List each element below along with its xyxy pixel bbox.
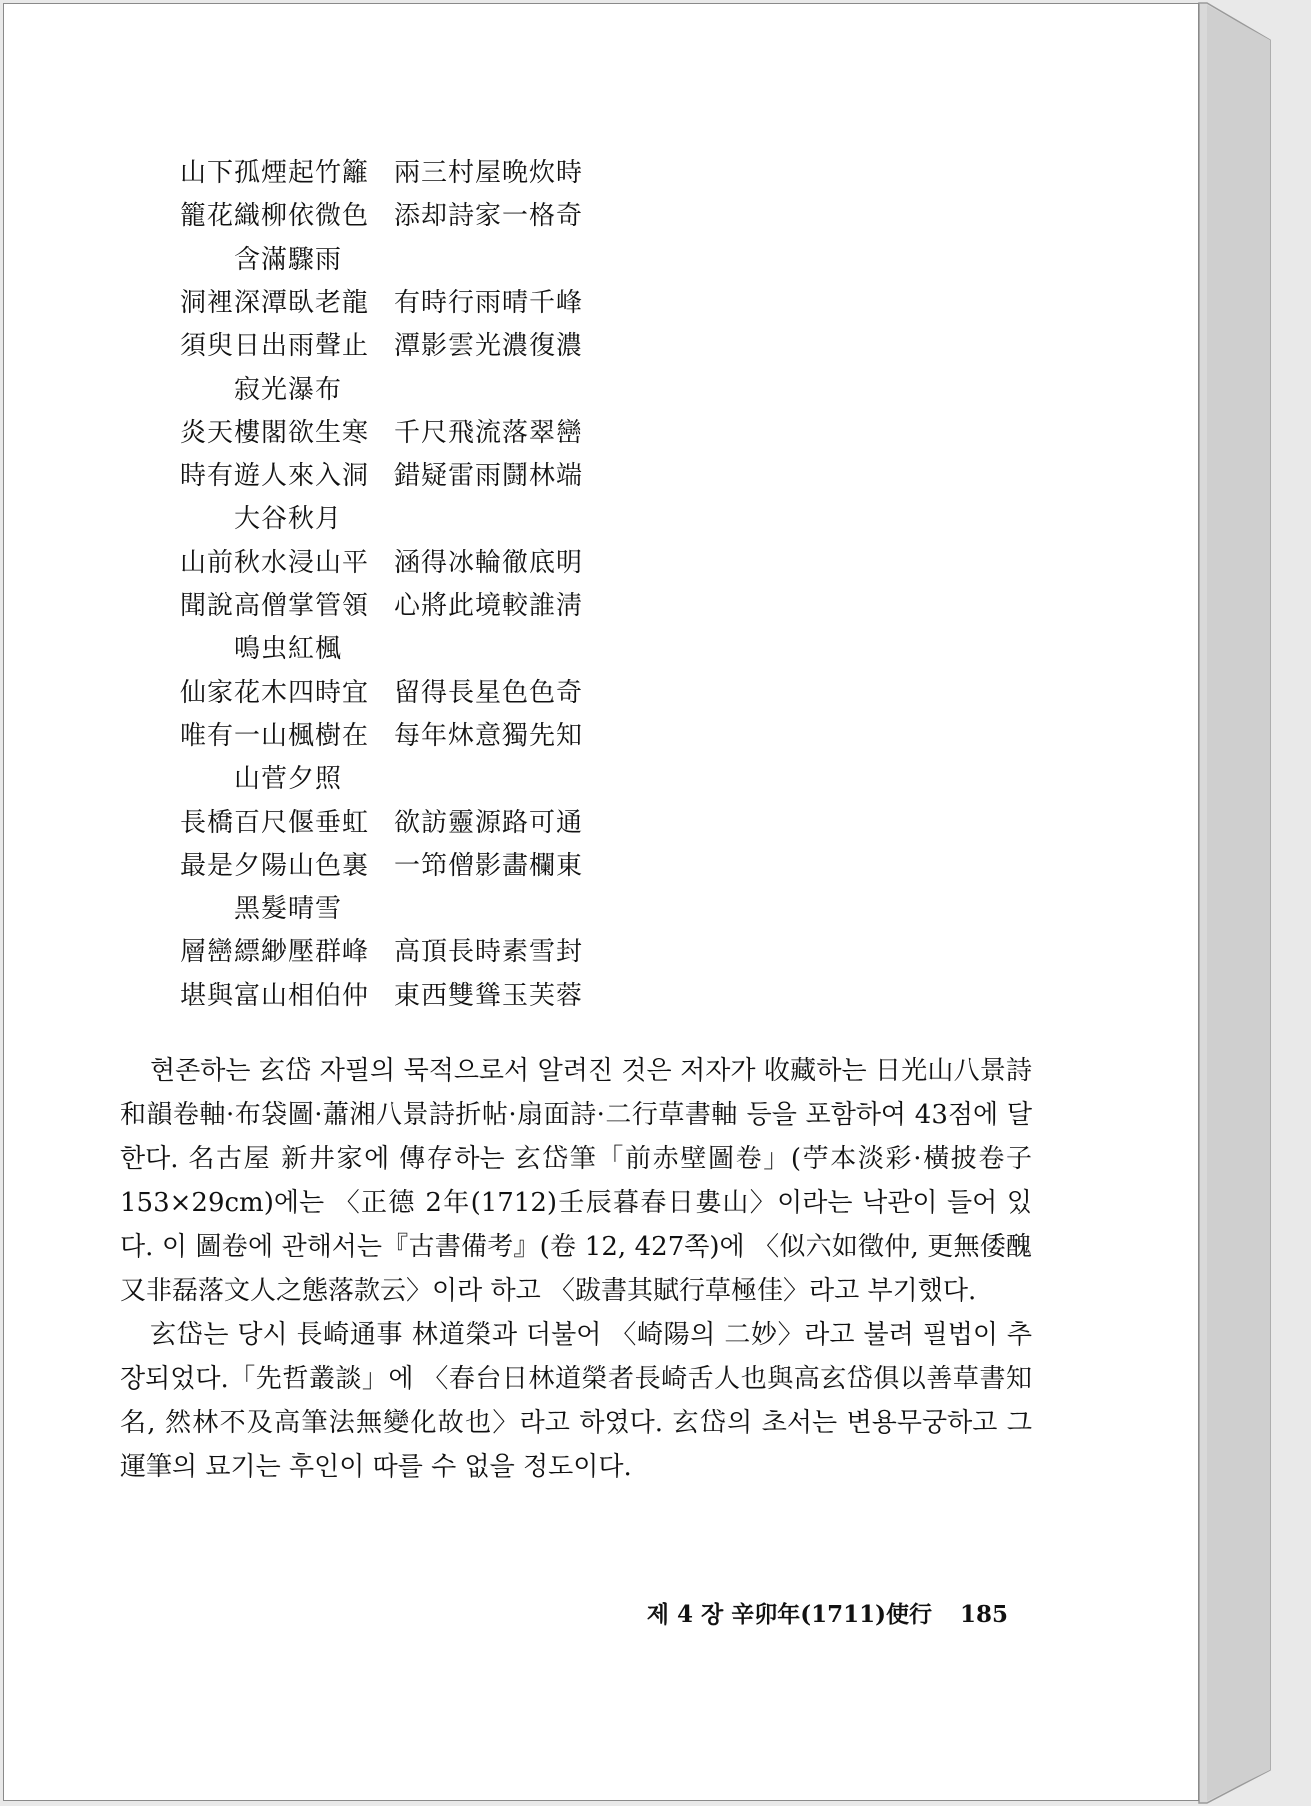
poem-line-first-half: 山下孤煙起竹籬 <box>180 158 370 188</box>
poem-line-first-half: 聞說高僧掌管領 <box>180 591 370 621</box>
poem-line-first-half: 唯有一山楓樹在 <box>180 721 370 751</box>
chapter-running-head: 제 4 장 辛卯年(1711)使行 <box>646 1601 932 1628</box>
poem-line-second-half: 錯疑雷雨鬪林端 <box>394 461 584 491</box>
poem-line-second-half: 一笻僧影畵欄東 <box>394 851 584 881</box>
poem-line-first-half: 堪與富山相伯仲 <box>180 981 370 1011</box>
poem-line-second-half: 兩三村屋晩炊時 <box>394 158 584 188</box>
poem-line-first-half: 時有遊人來入洞 <box>180 461 370 491</box>
book-page <box>3 3 1199 1801</box>
paragraph-2: 玄岱는 당시 長崎通事 林道榮과 더불어 〈崎陽의 二妙〉라고 불려 필법이 추장되었다.「先哲叢談」에 〈春台日林道榮者長崎舌人也與高玄岱俱以善草書知名, 然林不及高筆法無變化故也〉라고 하였다. 玄岱의 초서는 변용무궁하고 그 運筆의 묘기는 후인이 따를 수 없을 정도이다. <box>120 1320 1032 1482</box>
poem-line-second-half: 潭影雲光濃復濃 <box>394 331 584 361</box>
poem-line-second-half: 添却詩家一格奇 <box>394 201 584 231</box>
paragraph-1: 현존하는 玄岱 자필의 묵적으로서 알려진 것은 저자가 收藏하는 日光山八景詩和韻卷軸·布袋圖·蕭湘八景詩折帖·扇面詩·二行草書軸 등을 포함하여 43점에 달한다. 名古屋 新井家에 傳存하는 玄岱筆「前赤壁圖卷」(苧本淡彩·橫披卷子 153×29cm)에는 〈正德 2年(1712)壬辰暮春日婁山〉이라는 낙관이 들어 있다. 이 圖卷에 관해서는『古書備考』(卷 12, 427쪽)에 〈似六如徵仲, 更無倭醜又非磊落文人之態落款云〉이라 하고 〈跋書其賦行草極佳〉라고 부기했다. <box>120 1056 1032 1306</box>
poem-line-first-half: 山前秋水浸山平 <box>180 548 370 578</box>
poem-line-first-half: 炎天樓閣欲生寒 <box>180 418 370 448</box>
poem-section-title: 大谷秋月 <box>234 504 343 534</box>
prose-block <box>120 1049 1032 1489</box>
poem-section-title: 鳴虫紅楓 <box>234 634 343 664</box>
poem-section-title: 山菅夕照 <box>234 764 343 794</box>
page-number: 185 <box>959 1601 1008 1628</box>
poem-line-second-half: 欲訪靈源路可通 <box>394 808 584 838</box>
poem-line-first-half: 籠花織柳依微色 <box>180 201 370 231</box>
poem-section-title: 含滿驟雨 <box>234 245 343 275</box>
poem-line-first-half: 須臾日出雨聲止 <box>180 331 370 361</box>
poem-section-title: 寂光瀑布 <box>234 375 343 405</box>
poem-line-second-half: 留得長星色色奇 <box>394 678 584 708</box>
poem-line-first-half: 層巒縹緲壓群峰 <box>180 937 370 967</box>
page-footer <box>647 1596 1008 1629</box>
poem-line-second-half: 千尺飛流落翠巒 <box>394 418 584 448</box>
poem-line-second-half: 涵得冰輪徹底明 <box>394 548 584 578</box>
poem-line-first-half: 洞裡深潭臥老龍 <box>180 288 370 318</box>
poem-line-first-half: 最是夕陽山色裏 <box>180 851 370 881</box>
poem-line-second-half: 心將此境較誰淸 <box>394 591 584 621</box>
poem-line-second-half: 有時行雨晴千峰 <box>394 288 584 318</box>
poem-line-second-half: 高頂長時素雪封 <box>394 937 584 967</box>
poem-line-first-half: 仙家花木四時宜 <box>180 678 370 708</box>
poem-line-second-half: 東西雙聳玉芙蓉 <box>394 981 584 1011</box>
poem-line-first-half: 長橋百尺偃垂虹 <box>180 808 370 838</box>
poem-section-title: 黑髮晴雪 <box>234 894 343 924</box>
poem-line-second-half: 每年炑意獨先知 <box>394 721 584 751</box>
